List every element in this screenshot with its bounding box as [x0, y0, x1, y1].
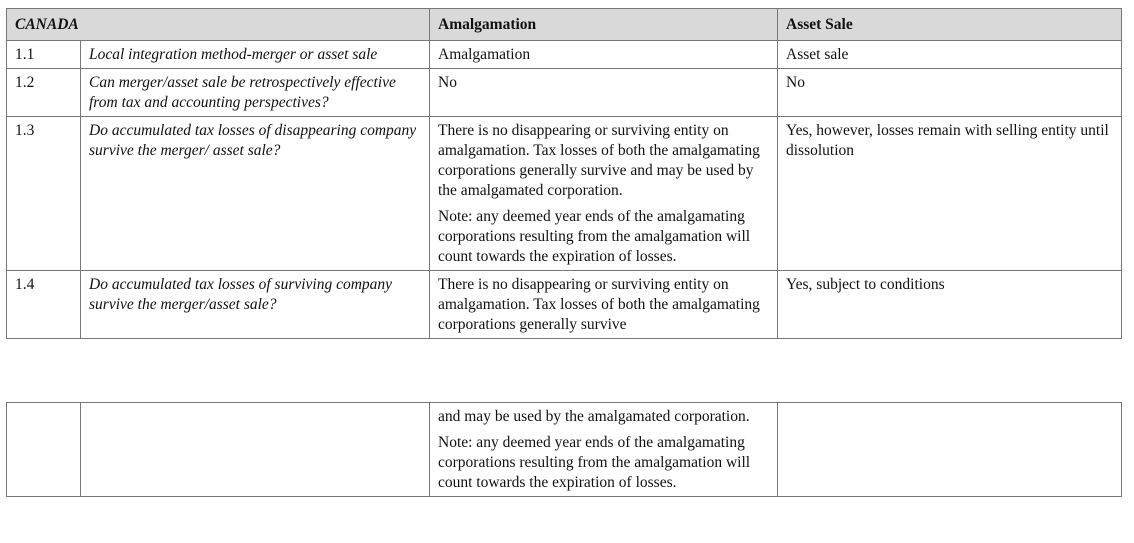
- question-cell: Local integration method-merger or asset sale: [81, 41, 430, 69]
- row-number: [7, 403, 81, 497]
- question-cell: Can merger/asset sale be retrospectively effective from tax and accounting perspectives?: [81, 69, 430, 117]
- answer-paragraph: No: [438, 74, 457, 91]
- note-paragraph: Note: any deemed year ends of the amalgamating corporations resulting from the amalgamation will count towards the expiration of losses.: [438, 208, 751, 265]
- question-cell: [81, 403, 430, 497]
- table-row: [7, 117, 1122, 271]
- amalgamation-cell: [430, 117, 778, 271]
- row-number: 1.2: [7, 69, 81, 117]
- amalgamation-cell: [430, 403, 778, 497]
- asset-sale-header: Asset Sale: [778, 9, 1122, 41]
- table-row: [7, 69, 1122, 117]
- amalgamation-cell: [430, 271, 778, 339]
- country-header: CANADA: [7, 9, 430, 41]
- question-cell: Do accumulated tax losses of disappearing company survive the merger/ asset sale?: [81, 117, 430, 271]
- table-row: [7, 271, 1122, 339]
- answer-paragraph: There is no disappearing or surviving entity on amalgamation. Tax losses of both the amalgamating corporations generally survive: [438, 276, 760, 333]
- continuation-table: [6, 402, 1122, 497]
- question-cell: Do accumulated tax losses of surviving company survive the merger/asset sale?: [81, 271, 430, 339]
- header-row: [7, 9, 1122, 41]
- table-row: [7, 403, 1122, 497]
- comparison-table: [6, 8, 1122, 339]
- answer-paragraph: There is no disappearing or surviving entity on amalgamation. Tax losses of both the amalgamating corporations generally survive and may be used by the amalgamated corporation.: [438, 122, 760, 199]
- asset-sale-cell: Yes, subject to conditions: [778, 271, 1122, 339]
- answer-paragraph: Amalgamation: [438, 46, 531, 63]
- row-number: 1.3: [7, 117, 81, 271]
- answer-paragraph: and may be used by the amalgamated corporation.: [438, 408, 750, 425]
- row-number: 1.4: [7, 271, 81, 339]
- row-number: 1.1: [7, 41, 81, 69]
- asset-sale-cell: Yes, however, losses remain with selling entity until dissolution: [778, 117, 1122, 271]
- amalgamation-header: Amalgamation: [430, 9, 778, 41]
- asset-sale-cell: Asset sale: [778, 41, 1122, 69]
- asset-sale-cell: No: [778, 69, 1122, 117]
- amalgamation-cell: [430, 69, 778, 117]
- amalgamation-cell: [430, 41, 778, 69]
- asset-sale-cell: [778, 403, 1122, 497]
- table-row: [7, 41, 1122, 69]
- note-paragraph: Note: any deemed year ends of the amalgamating corporations resulting from the amalgamation will count towards the expiration of losses.: [438, 434, 751, 491]
